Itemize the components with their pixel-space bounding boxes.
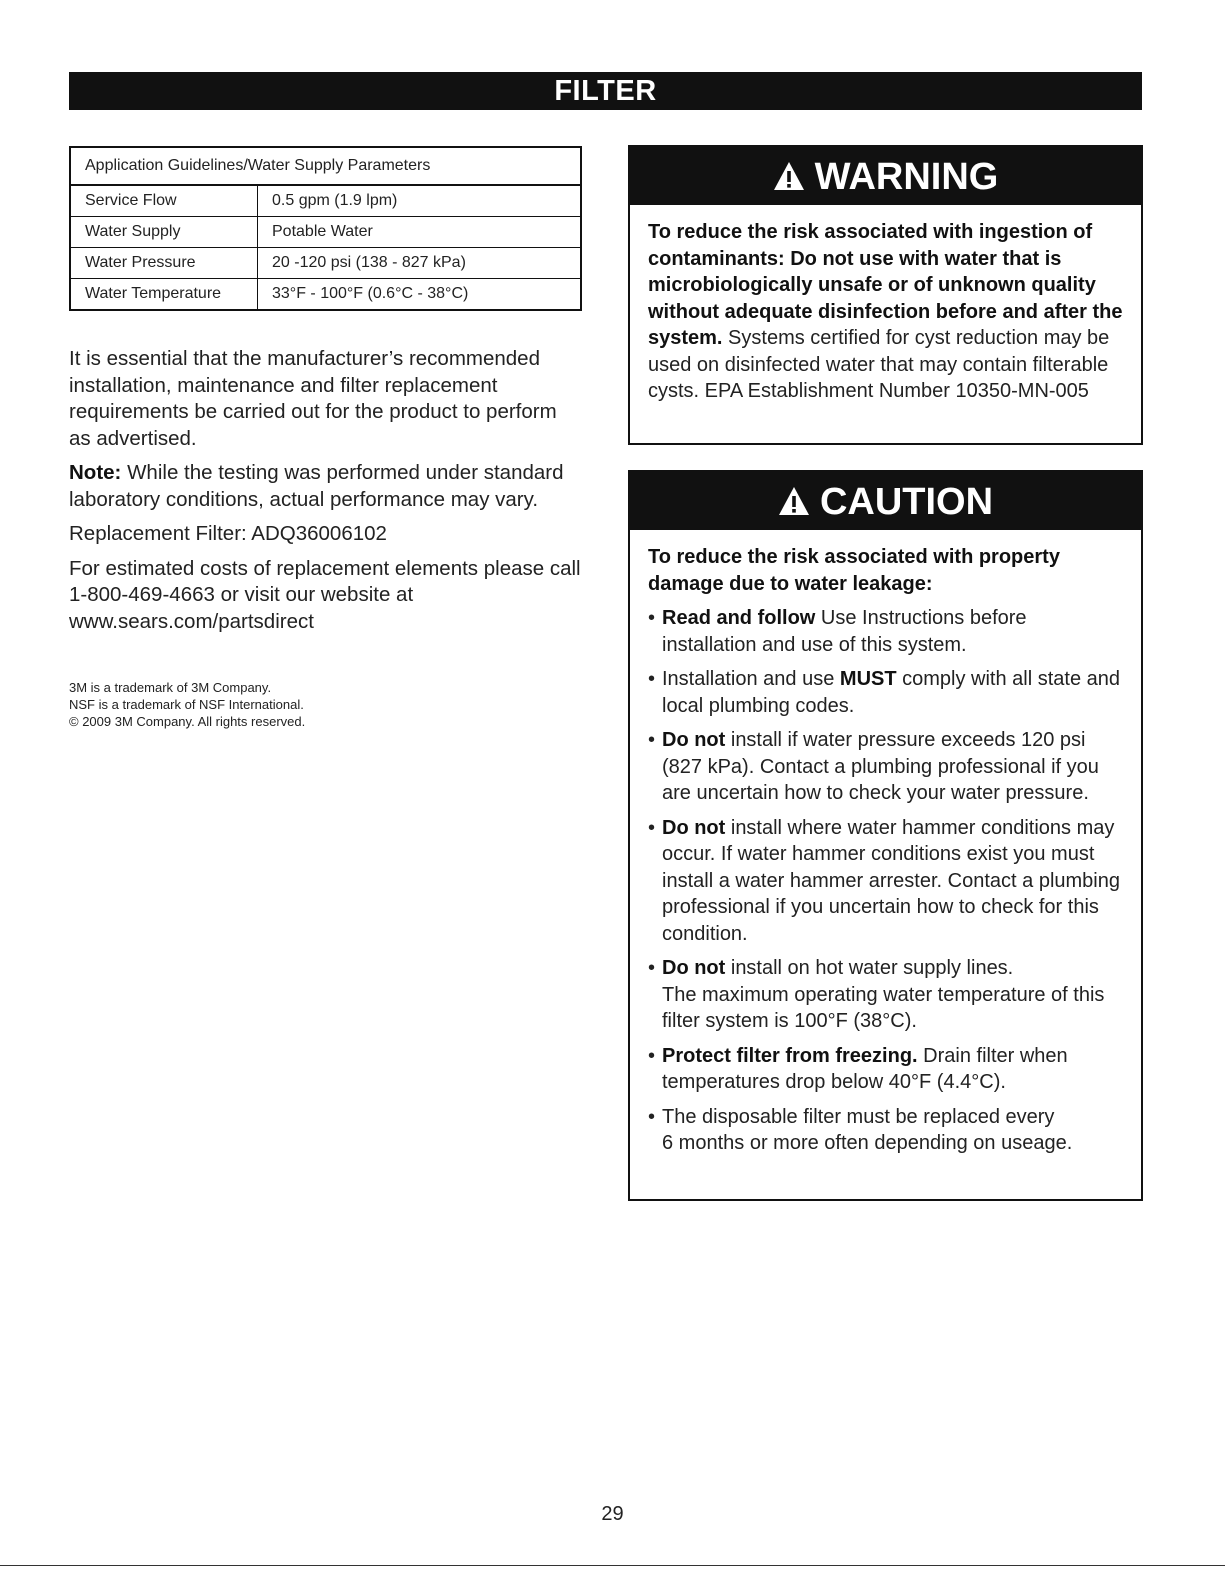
caution-lead: To reduce the risk associated with property damage due to water leakage: bbox=[648, 546, 1060, 595]
trademark-nsf: NSF is a trademark of NSF International. bbox=[69, 697, 304, 712]
item-text-line2: The maximum operating water temperature of this filter system is 100°F (38°C). bbox=[662, 983, 1105, 1032]
warning-box bbox=[628, 145, 1143, 445]
list-item: • Read and follow Use Instructions before installation and use of this system. bbox=[648, 607, 1027, 656]
item-text-line2: 6 months or more often depending on useage. bbox=[662, 1132, 1073, 1154]
page-number: 29 bbox=[601, 1503, 624, 1525]
table-caption: Application Guidelines/Water Supply Parameters bbox=[70, 147, 581, 185]
table-cell-label: Service Flow bbox=[70, 185, 258, 217]
warning-title: WARNING bbox=[814, 156, 999, 198]
item-text: install on hot water supply lines. bbox=[725, 957, 1014, 979]
caution-body bbox=[630, 530, 1141, 1177]
body-text bbox=[69, 346, 582, 635]
warning-text: Systems certified for cyst reduction may be used on disinfected water that may contain filterable cysts. EPA Establishment Number 10350-MN-005 bbox=[648, 327, 1110, 402]
list-item: • Installation and use MUST comply with all state and local plumbing codes. bbox=[648, 668, 1121, 717]
caution-triangle-icon bbox=[778, 486, 810, 516]
table-cell-label: Water Pressure bbox=[70, 248, 258, 279]
item-text: install where water hammer conditions may occur. If water hammer conditions exist you must install a water hammer arrester. Contact a plumbing professional if you uncertain how to check for this condition. bbox=[662, 816, 1120, 945]
table-cell-value: 0.5 gpm (1.9 lpm) bbox=[258, 185, 582, 217]
list-item: • Do not install on hot water supply lines. The maximum operating water temperature of this filter system is 100°F (38°C). bbox=[648, 957, 1105, 1032]
table-cell-label: Water Supply bbox=[70, 217, 258, 248]
trademark-3m: 3M is a trademark of 3M Company. bbox=[69, 680, 272, 695]
item-bold: Do not bbox=[662, 729, 726, 751]
table-cell-value: 20 -120 psi (138 - 827 kPa) bbox=[258, 248, 582, 279]
bottom-divider bbox=[0, 1565, 1225, 1566]
warning-header bbox=[630, 147, 1141, 205]
table-row bbox=[70, 185, 581, 217]
list-item: • Do not install if water pressure exceeds 120 psi (827 kPa). Contact a plumbing professional if you are uncertain how to check your water pressure. bbox=[648, 729, 1099, 804]
maintenance-paragraph: It is essential that the manufacturer’s recommended installation, maintenance and filter replacement requirements be carried out for the product to perform as advertised. bbox=[69, 347, 557, 450]
note-label: Note: bbox=[69, 461, 122, 484]
item-bold: Protect filter from freezing. bbox=[662, 1044, 918, 1067]
note-text: While the testing was performed under standard laboratory conditions, actual performance may vary. bbox=[69, 461, 564, 511]
table-row bbox=[70, 279, 581, 311]
replacement-filter: Replacement Filter: ADQ36006102 bbox=[69, 522, 387, 545]
table-row bbox=[70, 248, 581, 279]
section-title-banner: FILTER bbox=[69, 72, 1142, 110]
table-cell-value: Potable Water bbox=[258, 217, 582, 248]
warning-body bbox=[630, 205, 1141, 417]
caution-header bbox=[630, 472, 1141, 530]
item-bold: Do not bbox=[662, 816, 726, 839]
warning-bold-text: To reduce the risk associated with ingestion of contaminants: Do not use with water that is microbiologically unsafe or of unknown quality without adequate disinfection before and after the system. bbox=[648, 221, 1123, 349]
item-text: Drain filter when temperatures drop below 40°F (4.4°C). bbox=[662, 1044, 1068, 1093]
list-item: • The disposable filter must be replaced every 6 months or more often depending on useage. bbox=[648, 1105, 1073, 1154]
caution-title: CAUTION bbox=[819, 481, 994, 523]
table-cell-label: Water Temperature bbox=[70, 279, 258, 311]
item-text: The disposable filter must be replaced every bbox=[662, 1105, 1055, 1128]
table-cell-value: 33°F - 100°F (0.6°C - 38°C) bbox=[258, 279, 582, 311]
item-text: install if water pressure exceeds 120 psi (827 kPa). Contact a plumbing professional if you are uncertain how to check your water pressure. bbox=[662, 729, 1099, 804]
item-text-pre: Installation and use bbox=[662, 668, 840, 690]
left-column bbox=[69, 146, 582, 730]
list-item: • Do not install where water hammer conditions may occur. If water hammer conditions exist you must install a water hammer arrester. Contact a plumbing professional if you uncertain how to check for this condition. bbox=[648, 816, 1120, 945]
table-row bbox=[70, 217, 581, 248]
item-bold: Do not bbox=[662, 957, 726, 979]
item-text: comply with all state and local plumbing codes. bbox=[662, 668, 1121, 717]
costs-paragraph: For estimated costs of replacement elements please call 1-800-469-4663 or visit our website at www.sears.com/partsdirect bbox=[69, 556, 581, 633]
item-bold: Read and follow bbox=[662, 607, 816, 629]
item-bold: MUST bbox=[839, 668, 897, 690]
item-text: Use Instructions before installation and use of this system. bbox=[662, 607, 1027, 656]
trademark-notes bbox=[69, 679, 582, 730]
caution-box bbox=[628, 470, 1143, 1201]
warning-triangle-icon bbox=[773, 161, 805, 191]
copyright: © 2009 3M Company. All rights reserved. bbox=[69, 714, 306, 729]
note-paragraph bbox=[69, 460, 582, 513]
list-item: • Protect filter from freezing. Drain filter when temperatures drop below 40°F (4.4°C). bbox=[648, 1044, 1068, 1093]
parameters-table bbox=[69, 146, 582, 311]
caution-list bbox=[648, 605, 1123, 1157]
